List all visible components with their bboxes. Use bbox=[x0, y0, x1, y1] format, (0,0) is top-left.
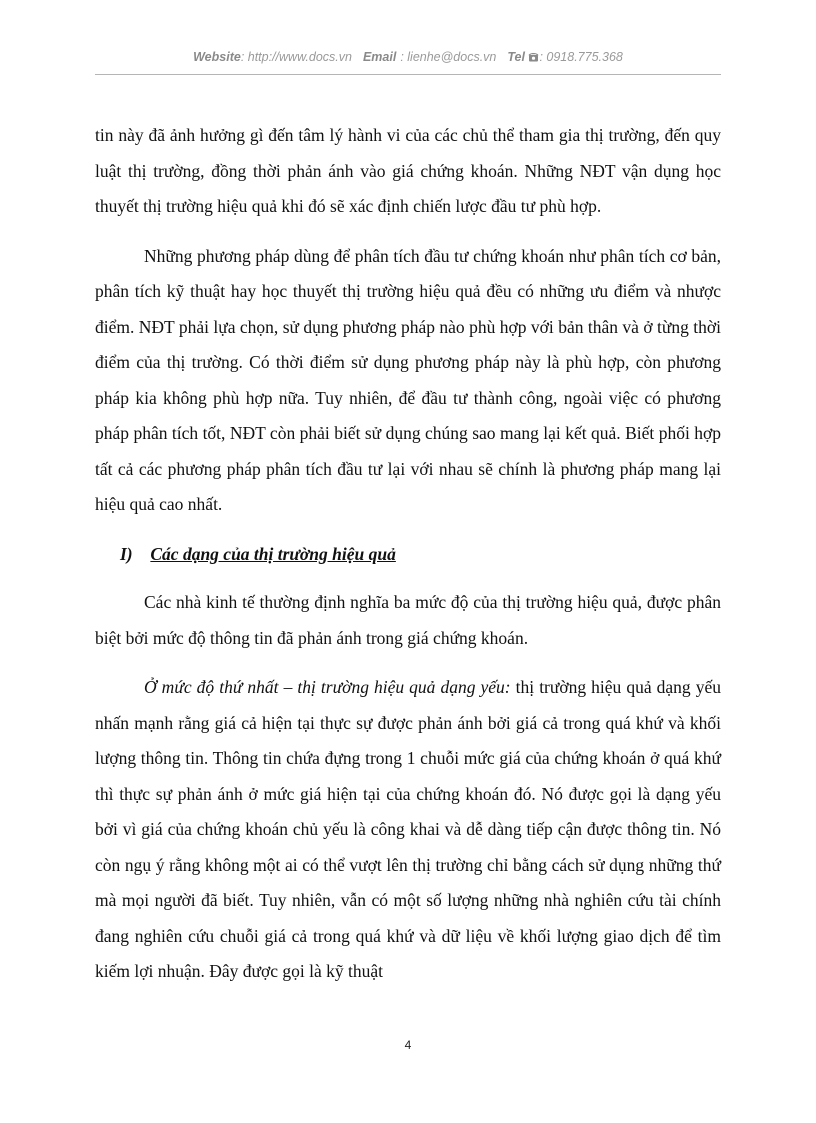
section-number: I) bbox=[120, 543, 133, 564]
telephone-icon bbox=[528, 51, 539, 62]
document-body bbox=[95, 118, 721, 1004]
section-title: Các dạng của thị trường hiệu quả bbox=[150, 543, 396, 564]
email-label: Email bbox=[362, 50, 397, 64]
page-number: 4 bbox=[404, 1038, 412, 1052]
website-label: Website bbox=[193, 50, 241, 64]
paragraph-4-text: thị trường hiệu quả dạng yếu nhấn mạnh rằng giá cả hiện tại thực sự được phản ánh bởi giá cả trong quá khứ và khối lượng thông tin. Thông tin chứa đựng trong 1 chuỗi mức giá của chứng khoán ở quá khứ thì thực sự phản ánh ở mức giá hiện tại của chứng khoán đó. Nó được gọi là dạng yếu bởi vì giá của chứng khoán chủ yếu là công khai và dễ dàng tiếp cận được thông tin. Nó còn ngụ ý rằng không một ai có thể vượt lên thị trường chỉ bằng cách sử dụng những thứ mà mọi người đã biết. Tuy nhiên, vẫn có một số lượng những nhà nghiên cứu tài chính đang nghiên cứu chuỗi giá cả trong quá khứ và dữ liệu về khối lượng giao dịch để tìm kiếm lợi nhuận. Đây được gọi là kỹ thuật bbox=[95, 677, 721, 981]
email-value: : lienhe@docs.vn bbox=[400, 50, 497, 64]
tel-value: : 0918.775.368 bbox=[539, 50, 623, 64]
paragraph-3: Các nhà kinh tế thường định nghĩa ba mức độ của thị trường hiệu quả, được phân biệt bởi mức độ thông tin đã phản ánh trong giá chứng khoán. bbox=[95, 592, 721, 648]
website-value: : http://www.docs.vn bbox=[240, 50, 352, 64]
paragraph-2: Những phương pháp dùng để phân tích đầu tư chứng khoán như phân tích cơ bản, phân tích kỹ thuật hay học thuyết thị trường hiệu quả đều có những ưu điểm và nhược điểm. NĐT phải lựa chọn, sử dụng phương pháp nào phù hợp với bản thân và ở từng thời điểm của thị trường. Có thời điểm sử dụng phương pháp này là phù hợp, còn phương pháp kia không phù hợp nữa. Tuy nhiên, để đầu tư thành công, ngoài việc có phương pháp phân tích tốt, NĐT còn phải biết sử dụng chúng sao mang lại kết quả. Biết phối hợp tất cả các phương pháp phân tích đầu tư lại với nhau sẽ chính là phương pháp mang lại hiệu quả cao nhất. bbox=[95, 245, 721, 514]
tel-label: Tel bbox=[507, 50, 525, 64]
section-heading bbox=[95, 537, 721, 573]
paragraph-4 bbox=[95, 670, 721, 990]
paragraph-1: tin này đã ảnh hưởng gì đến tâm lý hành vi của các chủ thể tham gia thị trường, đến quy luật thị trường, đồng thời phản ánh vào giá chứng khoán. Những NĐT vận dụng học thuyết thị trường hiệu quả khi đó sẽ xác định chiến lược đầu tư phù hợp. bbox=[95, 125, 721, 216]
page-header bbox=[95, 50, 721, 75]
paragraph-4-lead: Ở mức độ thứ nhất – thị trường hiệu quả dạng yếu: bbox=[144, 677, 511, 697]
